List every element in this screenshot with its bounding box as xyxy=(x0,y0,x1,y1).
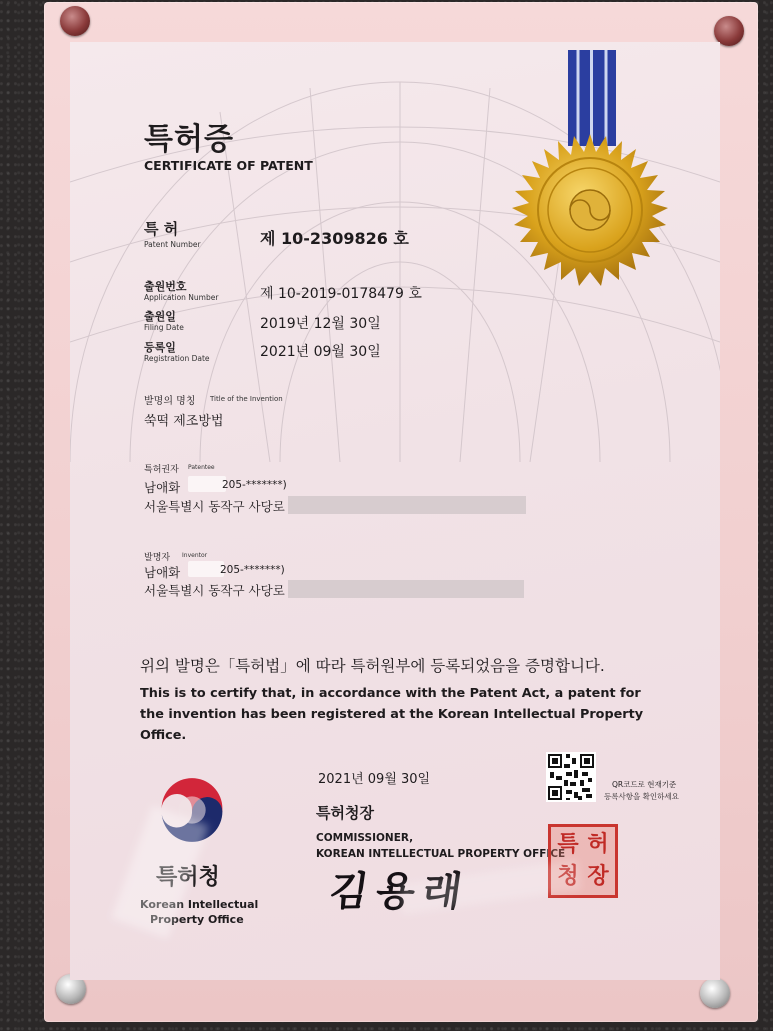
certificate-title-en: CERTIFICATE OF PATENT xyxy=(144,158,313,173)
registration-date-value: 2021년 09월 30일 xyxy=(260,344,381,360)
patent-number-label-en: Patent Number xyxy=(144,240,201,249)
filing-date-value: 2019년 12월 30일 xyxy=(260,316,381,332)
invention-title-value: 쑥떡 제조방법 xyxy=(144,414,224,429)
patentee-name: 남애화 xyxy=(144,480,181,495)
patent-number-value: 제 10-2309826 호 xyxy=(260,229,409,248)
application-number-value: 제 10-2019-0178479 호 xyxy=(260,286,422,302)
invention-title-label: 발명의 명칭 xyxy=(144,396,196,407)
commissioner-title-en-1: COMMISSIONER, xyxy=(316,832,414,844)
patentee-id: 205-*******) xyxy=(222,479,287,491)
patentee-address: 서울특별시 동작구 사당로 xyxy=(144,499,285,514)
patentee-label-en: Patentee xyxy=(188,464,215,471)
invention-title-label-en: Title of the Invention xyxy=(210,395,283,403)
filing-date-label-en: Filing Date xyxy=(144,323,184,332)
office-name-en-1: Korean Intellectual xyxy=(140,898,259,911)
issue-date: 2021년 09월 30일 xyxy=(318,772,431,787)
patentee-label: 특허권자 xyxy=(144,465,179,475)
application-number-label-en: Application Number xyxy=(144,293,219,302)
registration-date-label: 등록일 xyxy=(144,341,176,354)
office-logo-text: 특허청 xyxy=(156,865,220,890)
certificate-paper xyxy=(70,42,720,980)
application-number-label: 출원번호 xyxy=(144,280,187,293)
commissioner-title-ko: 특허청장 xyxy=(316,804,374,822)
redaction-mask xyxy=(288,580,524,598)
qr-note-line2: 등록사항을 확인하세요 xyxy=(604,792,679,801)
inventor-id: 205-*******) xyxy=(220,564,285,576)
certification-statement-ko: 위의 발명은「특허법」에 따라 특허원부에 등록되었음을 증명합니다. xyxy=(140,657,605,675)
patent-number-label: 특 허 xyxy=(144,220,179,238)
inventor-address: 서울특별시 동작구 사당로 xyxy=(144,583,285,598)
certification-statement-en: This is to certify that, in accordance with the Patent Act, a patent for the invention has been registered at the Korean Intellectual Property Office. xyxy=(140,686,644,743)
official-stamp-icon: 특 허 청 장 xyxy=(548,824,618,898)
inventor-name: 남애화 xyxy=(144,565,181,580)
redaction-mask xyxy=(288,496,526,514)
commissioner-title-en-2: KOREAN INTELLECTUAL PROPERTY OFFICE xyxy=(316,848,566,860)
commissioner-signature: 김용래 xyxy=(326,868,473,915)
mounting-bolt-icon xyxy=(700,978,730,1008)
redaction-mask xyxy=(188,476,226,492)
mounting-bolt-icon xyxy=(60,6,90,36)
inventor-label-en: Inventor xyxy=(182,552,208,559)
filing-date-label: 출원일 xyxy=(144,310,176,323)
gold-seal-icon xyxy=(510,132,670,292)
qr-code-icon xyxy=(546,752,596,802)
inventor-label: 발명자 xyxy=(144,553,171,563)
office-name-en-2: Property Office xyxy=(150,913,244,926)
redaction-mask xyxy=(188,561,224,577)
qr-note-line1: QR코드로 현재기준 xyxy=(612,780,677,789)
certificate-title-ko: 특허증 xyxy=(144,122,234,157)
registration-date-label-en: Registration Date xyxy=(144,354,210,363)
